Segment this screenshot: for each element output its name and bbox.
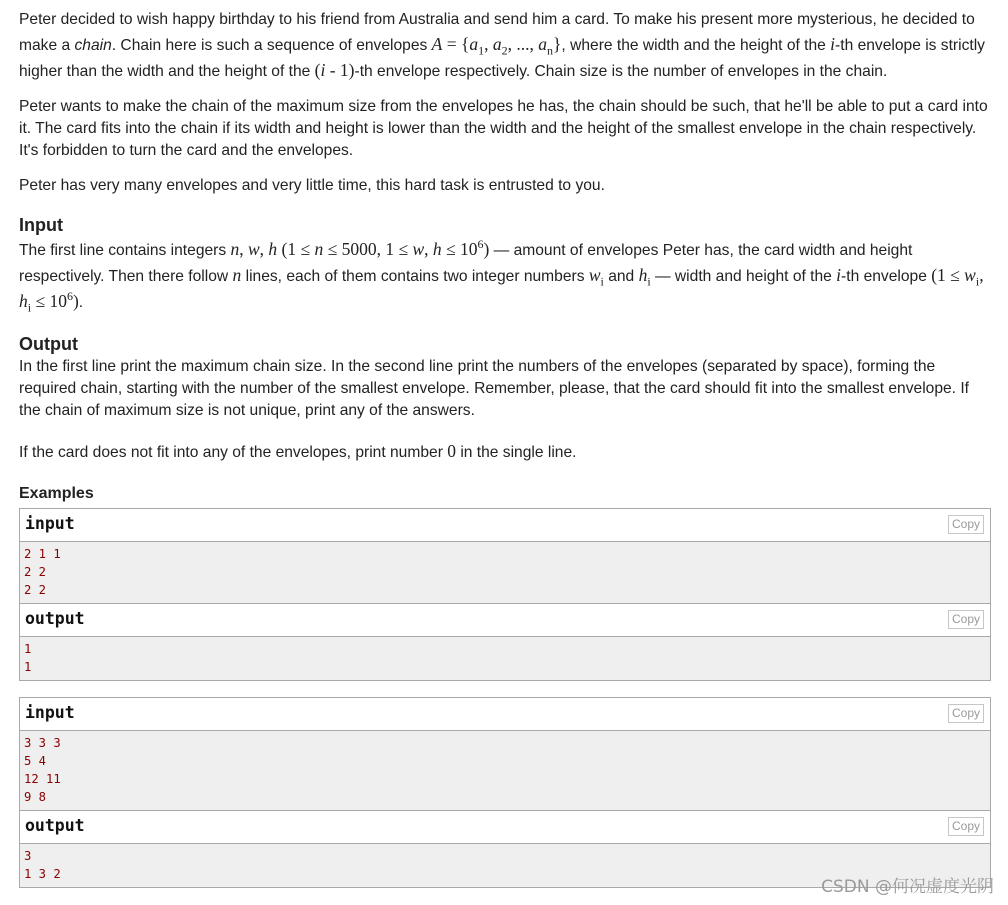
csdn-watermark: CSDN @何况虚度光阴 (821, 877, 994, 897)
sample-input-line: 12 11 (24, 772, 61, 786)
sample-input-line: 9 8 (24, 790, 47, 804)
output-header (20, 604, 990, 637)
output-label: output (25, 609, 85, 628)
example-block (19, 508, 991, 681)
math-prev-index: (i - 1) (314, 60, 355, 80)
sample-input[interactable] (20, 731, 990, 811)
copy-button[interactable]: Copy (948, 704, 984, 723)
sample-output[interactable] (20, 637, 990, 680)
copy-button[interactable]: Copy (948, 610, 984, 629)
input-section-title: Input (19, 215, 63, 235)
examples-title: Examples (19, 485, 94, 502)
input-header (20, 698, 990, 731)
math-i: i (830, 34, 836, 54)
sample-input-line: 3 3 3 (24, 736, 61, 750)
sample-input-line: 2 1 1 (24, 547, 61, 561)
statement-paragraph-2: Peter wants to make the chain of the maximum size from the envelopes he has, the chain should be such, that he'll be able to put a card into it. The card fits into the chain if its width and height is lower than the width and the height of the smallest envelope in the chain respectively. It's forbidden to turn the card and the envelopes. (19, 98, 988, 159)
output-section-body: In the first line print the maximum chain size. In the second line print the numbers of the envelopes (separated by space), forming the required chain, starting with the number of the smallest envelope. Remember, please, that the card should fit into the smallest envelope. If the chain of maximum size is not unique, print any of the answers. (19, 358, 970, 419)
sample-input-line: 2 2 (24, 565, 47, 579)
example-block (19, 697, 991, 888)
output-section-note: If the card does not fit into any of the envelopes, print number 0 in the single line. (19, 441, 577, 461)
input-label: input (25, 703, 75, 722)
examples-list (19, 508, 991, 888)
problem-statement (19, 8, 991, 904)
statement-text: Peter decided to wish happy birthday to his friend from Australia and send him a card. To make his present more mysterious, he decided to make a (19, 11, 975, 54)
sample-input-line: 2 2 (24, 583, 47, 597)
statement-text: . Chain here is such a sequence of envelopes (111, 37, 432, 54)
statement-paragraph-3: Peter has very many envelopes and very little time, this hard task is entrusted to you. (19, 177, 605, 194)
math-zero: 0 (447, 441, 456, 461)
input-header (20, 509, 990, 542)
output-label: output (25, 816, 85, 835)
chain-term: chain (74, 37, 112, 54)
sample-output-line: 1 (24, 642, 32, 656)
sample-output-line: 1 3 2 (24, 867, 61, 881)
output-section-title: Output (19, 334, 78, 354)
sample-input[interactable] (20, 542, 990, 604)
sample-output-line: 1 (24, 660, 32, 674)
sample-input-line: 5 4 (24, 754, 47, 768)
statement-text: -th envelope respectively. Chain size is the number of envelopes in the chain. (354, 63, 888, 80)
chain-formula: $A = \{a_1$, $a_2$, ..., $a_n$} (431, 34, 562, 58)
sample-output-line: 3 (24, 849, 32, 863)
output-header (20, 811, 990, 844)
copy-button[interactable]: Copy (948, 515, 984, 534)
input-label: input (25, 514, 75, 533)
statement-text: , where the width and the height of the (561, 37, 831, 54)
input-section-body: The first line contains integers n, w, h (1 ≤ n ≤ 5000, 1 ≤ w, $h \le 10^6$) — amount of envelopes Peter has, the card width and height respectively. Then there follow n lines, each of them contains two integer numbers $w_i$ and $h_i$ — width and height of the i-th envelope ($1 \le w_i$, $h_i \le 10^6$). (19, 237, 984, 315)
statement-text: -th envelope is strictly higher than the width and the height of the (19, 37, 985, 80)
copy-button[interactable]: Copy (948, 817, 984, 836)
statement-paragraph-1 (19, 8, 991, 84)
